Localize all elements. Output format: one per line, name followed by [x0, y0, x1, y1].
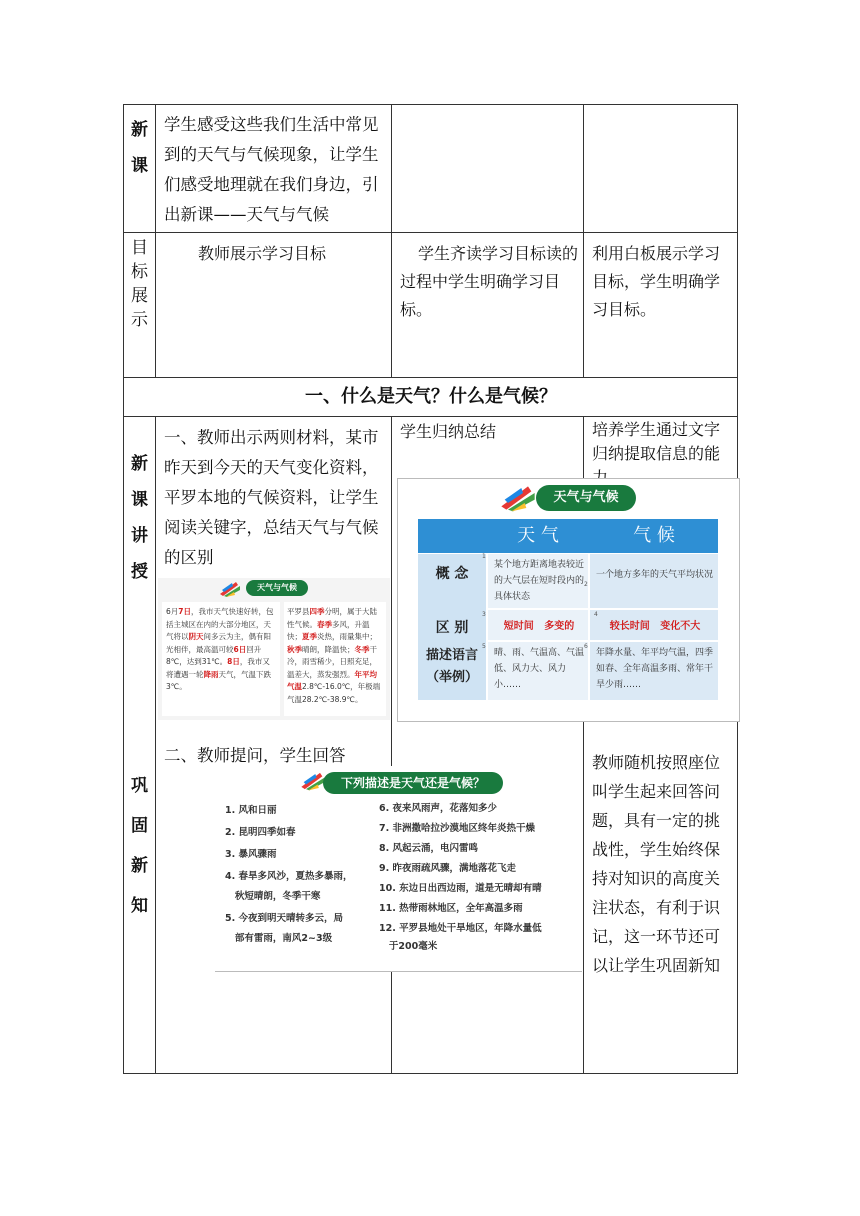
table-col-divider	[155, 104, 156, 377]
question-item: 7. 非洲撒哈拉沙漠地区终年炎热干燥	[379, 823, 536, 834]
slide1-right-panel	[284, 602, 386, 716]
climate-concept: 一个地方多年的天气平均状况	[596, 570, 714, 580]
question-item: 8. 风起云涌，电闪雷鸣	[379, 843, 479, 854]
teach-col1-text-b: 二、教师提问，学生回答	[164, 746, 346, 765]
climate-examples: 年降水量、年平均气温，四季如春、全年高温多雨、常年干旱少雨……	[596, 648, 714, 690]
row-label-examples: 描述语言（举例）	[425, 648, 478, 685]
table-border-bottom	[123, 1073, 738, 1074]
question-item: 4. 春旱多风沙，夏热多暴雨，	[225, 871, 353, 882]
slide1-left-panel	[162, 602, 280, 716]
section-title: 一、什么是天气？什么是气候？	[305, 386, 557, 407]
cell-number: 6	[584, 643, 588, 650]
question-item: 5. 今夜到明天晴转多云，局	[225, 913, 344, 924]
slide1-badge: 天气与气候	[246, 580, 308, 596]
cell-number: 3	[482, 611, 486, 618]
slide-question-list	[215, 766, 582, 972]
question-item-cont: 于200毫米	[379, 941, 438, 952]
header-climate: 气 候	[633, 525, 675, 546]
row-label-intro: 新 课	[131, 120, 148, 176]
row-label-teach: 新 课 讲 授	[131, 454, 148, 582]
teach-col3-text-a: 培养学生通过文字归纳提取信息的能	[592, 420, 721, 463]
row-label-consolidate: 巩 固 新 知	[131, 776, 148, 916]
question-item: 2. 昆明四季如春	[225, 827, 296, 838]
slide1-left-text: 6月7日，我市天气快速好转，包括主城区在内的大部分地区，天气将以阴天间多云为主，偶有阳光相伴，最高温可较6日回升8℃，达到31℃。8日，我市又将遭遇一轮降雨天气，气温下跌3℃。	[166, 607, 274, 691]
slide2-badge: 天气与气候	[536, 485, 636, 511]
row-label-goal: 目 标 展 示	[131, 238, 148, 330]
intro-col1-text: 学生感受这些我们生活中常见到的天气与气候现象，让学生们感受地理就在我们身边，引出新课——天气与气候	[164, 115, 379, 224]
teach-col2-text: 学生归纳总结	[400, 422, 497, 441]
climate-difference: 较长时间 变化不大	[609, 621, 701, 632]
slide-comparison-table	[397, 478, 740, 722]
table-border-top	[123, 104, 738, 105]
question-item: 11. 热带雨林地区，全年高温多雨	[379, 903, 523, 914]
goal-col1-text: 教师展示学习目标	[198, 244, 327, 263]
table-col-divider	[391, 104, 392, 377]
weather-examples: 晴、雨、气温高、气温低、风力大、风力小……	[494, 648, 585, 690]
question-item: 12. 平罗县地处干旱地区，年降水量低	[379, 923, 542, 934]
question-item-cont: 秋短晴朗，冬季干寒	[225, 891, 321, 902]
question-item: 3. 暴风骤雨	[225, 849, 277, 860]
question-item: 1. 风和日丽	[225, 805, 277, 816]
table-col-divider	[155, 416, 156, 1074]
cell-number: 4	[594, 611, 598, 618]
question-item: 6. 夜来风雨声，花落知多少	[379, 803, 498, 814]
brush-logo-icon	[498, 483, 538, 513]
goal-col3-text: 利用白板展示学习目标，学生明确学习目标。	[592, 244, 721, 319]
cell-number: 2	[584, 581, 588, 588]
question-item: 10. 东边日出西边雨，道是无晴却有晴	[379, 883, 542, 894]
table-row-divider	[123, 232, 738, 233]
question-item: 9. 昨夜雨疏风骤，满地落花飞走	[379, 863, 517, 874]
slide1-right-text: 平罗县四季分明，属于大陆性气候。春季多风，升温快；夏季炎热，雨量集中；秋季晴朗，降温快；冬季干冷，雨雪稀少，日照充足，温差大，蒸发强烈。年平均气温2.8℃-16.0℃，年极端气温28.2℃-38.9℃。	[287, 607, 381, 704]
row-label-concept: 概 念	[435, 566, 469, 582]
table-col-divider	[391, 416, 392, 1074]
slide-materials	[158, 578, 390, 720]
question-item-cont: 部有雷雨，南风2~3级	[225, 933, 333, 944]
cell-number: 5	[482, 643, 486, 650]
slide3-badge: 下列描述是天气还是气候？	[323, 772, 503, 794]
weather-concept: 某个地方距离地表较近的大气层在短时段内的具体状态	[494, 560, 585, 602]
teach-col3-text-b: 教师随机按照座位叫学生起来回答问题，具有一定的挑战性，学生始终保持对知识的高度关注状态，有利于识记，这一环节还可以让学生巩固新知	[592, 753, 721, 975]
weather-difference: 短时间 多变的	[503, 621, 575, 632]
header-weather: 天 气	[517, 525, 559, 546]
goal-col2-text: 学生齐读学习目标读的过程中学生明确学习目标。	[400, 244, 579, 319]
brush-logo-icon	[218, 580, 242, 598]
cell-number: 1	[482, 553, 486, 560]
row-label-difference: 区 别	[435, 620, 469, 636]
teach-col1-text-a: 一、教师出示两则材料，某市昨天到今天的天气变化资料，平罗本地的气候资料，让学生阅读关键字，总结天气与气候的区别	[164, 428, 379, 567]
table-col-divider	[583, 104, 584, 377]
table-row-divider	[123, 416, 738, 417]
